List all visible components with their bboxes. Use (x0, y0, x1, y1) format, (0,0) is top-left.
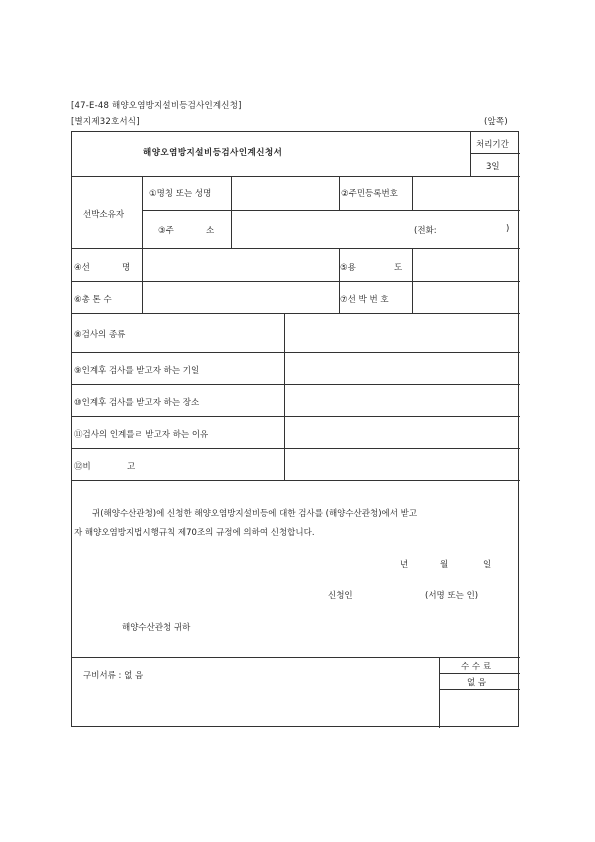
date-year: 년 (400, 560, 409, 570)
date-month: 월 (440, 560, 449, 570)
documents-label: 구비서류 : 없 음 (83, 671, 144, 681)
usage-label: ⑤용 (340, 263, 356, 273)
ship-name-label: ④선 (74, 263, 90, 273)
ship-number-field[interactable] (413, 282, 519, 312)
resident-no-field[interactable] (413, 177, 519, 209)
address-field[interactable] (232, 211, 412, 247)
usage-field[interactable] (413, 249, 519, 280)
tonnage-label: ⑥총 톤 수 (74, 295, 112, 305)
processing-period-value: 3일 (486, 162, 500, 172)
side-label: (앞쪽) (484, 117, 508, 127)
phone-close: ) (506, 224, 510, 234)
phone-label: (전화: (414, 226, 437, 236)
ship-name-label-2: 명 (122, 263, 131, 273)
address-label: ③주 (158, 226, 174, 236)
ship-name-field[interactable] (143, 249, 338, 280)
applicant-label: 신청인 (328, 591, 353, 601)
fee-value: 없 음 (467, 678, 487, 688)
place-label: ⑩인계후 검사를 받고자 하는 장소 (74, 398, 200, 408)
reason-label: ⑪검사의 인계를ㄹ 받고자 하는 이유 (74, 430, 209, 440)
inspection-place-field[interactable] (285, 385, 519, 415)
application-form (71, 131, 519, 727)
resident-no-label: ②주민등록번호 (341, 189, 398, 199)
period-divider (470, 153, 520, 154)
col-line (339, 176, 340, 210)
inspection-type-label: ⑧검사의 종류 (74, 330, 126, 340)
statement-line-1: 귀(해양수산관청)에 신청한 해양오염방지설비등에 대한 검사를 (해양수산관청)에서 받고 (92, 509, 418, 519)
owner-label: 선박소유자 (83, 210, 125, 220)
name-field[interactable] (232, 177, 338, 209)
fee-label: 수 수 료 (461, 662, 492, 672)
remarks-field[interactable] (285, 449, 519, 479)
signature-label: (서명 또는 인) (425, 591, 479, 601)
col-line (470, 132, 471, 176)
address-label-2: 소 (206, 226, 215, 236)
tonnage-field[interactable] (143, 282, 338, 312)
form-code: [47-E-48 해양오염방지설비등검사인계신청] (71, 101, 242, 111)
inspection-date-field[interactable] (285, 353, 519, 383)
row-line (72, 657, 520, 658)
ship-number-label: ⑦선 박 번 호 (340, 295, 389, 305)
fee-divider (439, 689, 520, 690)
processing-period-label: 처리기간 (476, 140, 509, 150)
remarks-label-2: 고 (127, 462, 136, 472)
name-label: ①명칭 또는 성명 (149, 189, 212, 199)
appendix-label: [별지제32호서식] (71, 117, 140, 127)
addressee: 해양수산관청 귀하 (122, 623, 191, 633)
form-title: 해양오염방지설비등검사인계신청서 (143, 148, 283, 158)
date-day: 일 (483, 560, 492, 570)
fee-divider (439, 673, 520, 674)
row-line (72, 480, 520, 481)
reason-field[interactable] (285, 417, 519, 447)
col-line (439, 657, 440, 728)
usage-label-2: 도 (394, 263, 403, 273)
statement-line-2: 자 해양오염방지법시행규칙 제70조의 규정에 의하여 신청합니다. (74, 528, 315, 538)
remarks-label: ⑫비 (74, 462, 91, 472)
date-label: ⑨인계후 검사를 받고자 하는 기일 (74, 366, 200, 376)
inspection-type-field[interactable] (285, 314, 519, 351)
